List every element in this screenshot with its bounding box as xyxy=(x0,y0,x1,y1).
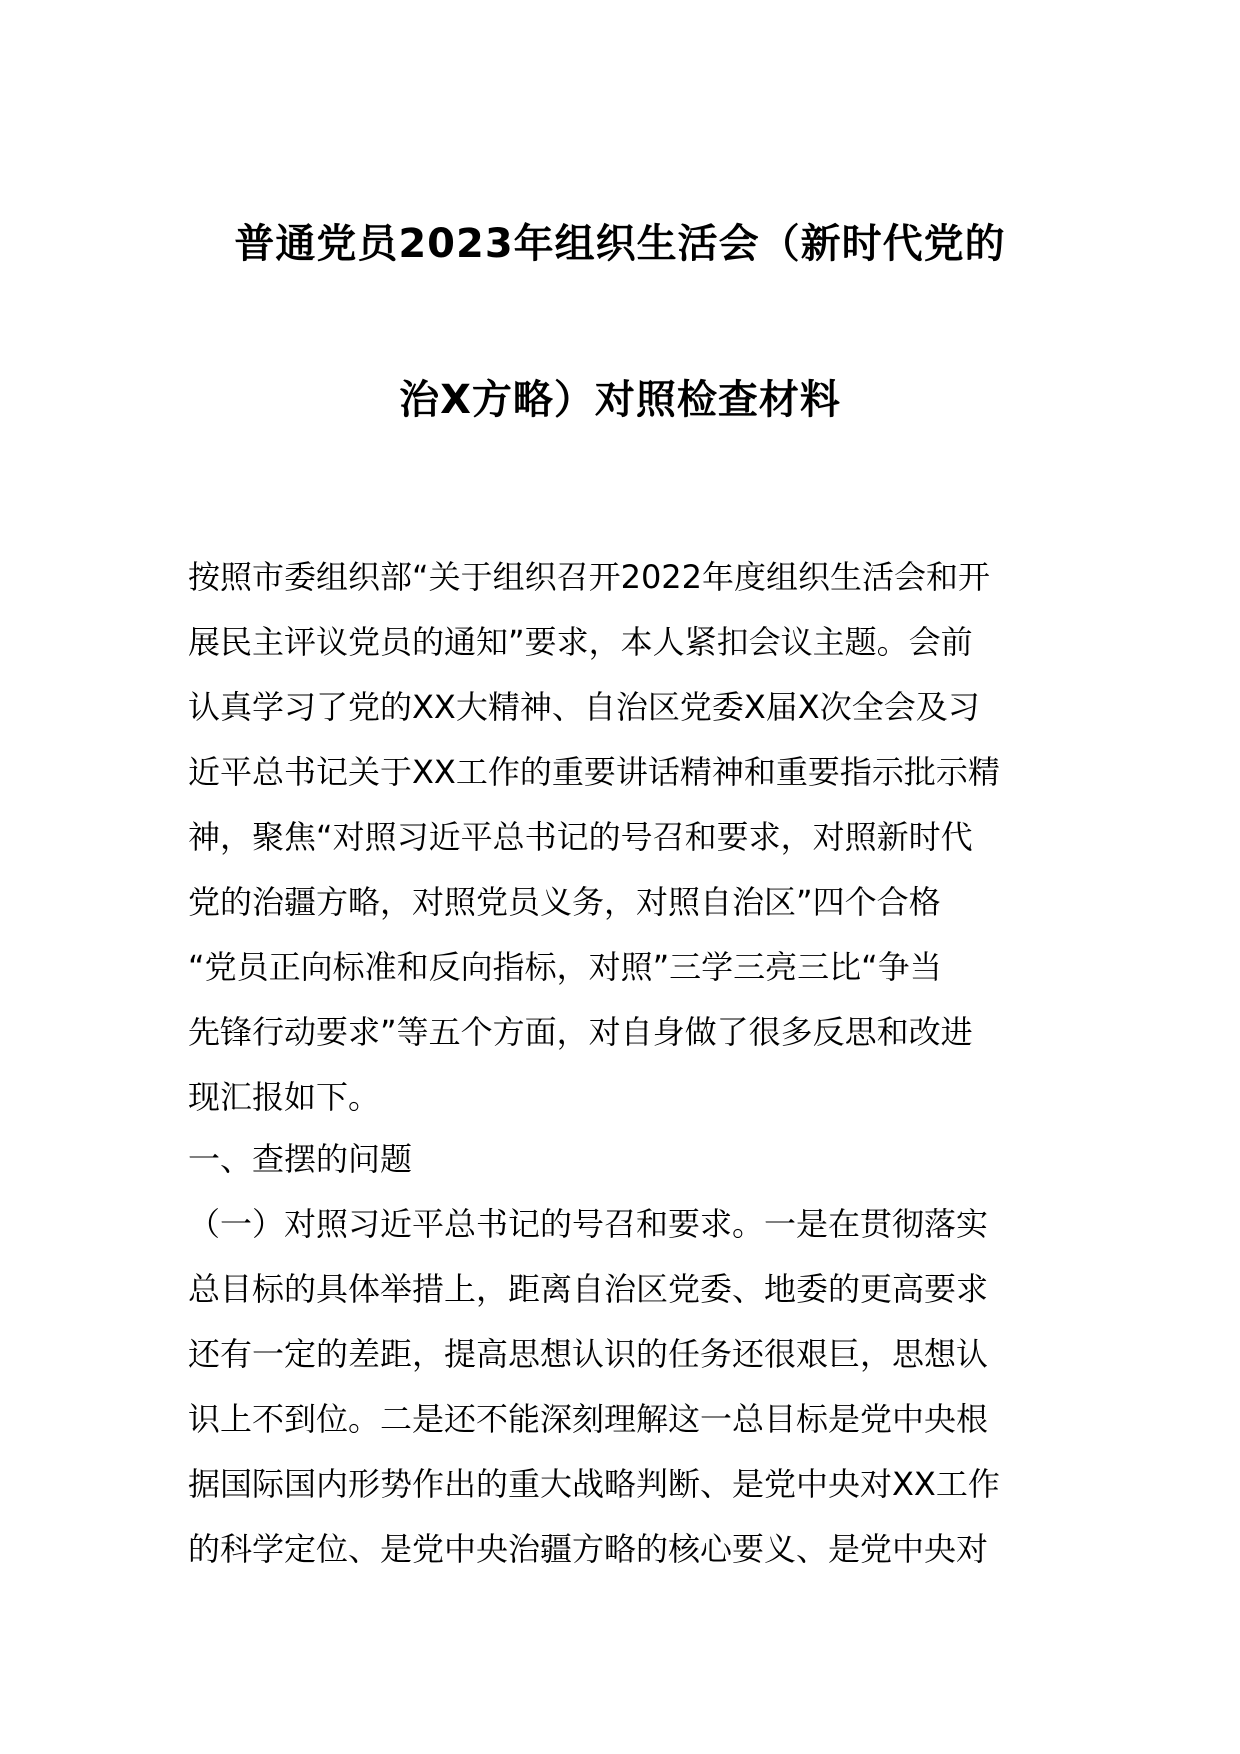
body-line-5: 神，聚焦“对照习近平总书记的号召和要求，对照新时代 xyxy=(188,818,973,856)
body-line-3: 认真学习了党的XX大精神、自治区党委X届X次全会及习 xyxy=(188,688,980,726)
body-line-9: 现汇报如下。 xyxy=(188,1078,381,1116)
body-line-14: 识上不到位。二是还不能深刻理解这一总目标是党中央根 xyxy=(188,1400,989,1438)
body-line-8: 先锋行动要求”等五个方面，对自身做了很多反思和改进 xyxy=(188,1013,973,1051)
body-line-1: 按照市委组织部“关于组织召开2022年度组织生活会和开 xyxy=(188,558,991,596)
body-line-16: 的科学定位、是党中央治疆方略的核心要义、是党中央对 xyxy=(188,1530,989,1568)
body-line-4: 近平总书记关于XX工作的重要讲话精神和重要指示批示精 xyxy=(188,753,1000,791)
body-line-15: 据国际国内形势作出的重大战略判断、是党中央对XX工作 xyxy=(188,1465,1000,1503)
body-line-7: “党员正向标准和反向指标，对照”三学三亮三比“争当 xyxy=(188,948,942,986)
body-line-2: 展民主评议党员的通知”要求，本人紧扣会议主题。会前 xyxy=(188,623,973,661)
body-line-13: 还有一定的差距，提高思想认识的任务还很艰巨，思想认 xyxy=(188,1335,989,1373)
body-line-12: 总目标的具体举措上，距离自治区党委、地委的更高要求 xyxy=(188,1270,989,1308)
document-title-line-2: 治X方略）对照检查材料 xyxy=(399,377,841,423)
section-heading: 一、查摆的问题 xyxy=(188,1140,413,1178)
body-line-6: 党的治疆方略，对照党员义务，对照自治区”四个合格 xyxy=(188,883,941,921)
document-title-line-1: 普通党员2023年组织生活会（新时代党的 xyxy=(234,221,1006,267)
body-line-11: （一）对照习近平总书记的号召和要求。一是在贯彻落实 xyxy=(188,1205,989,1243)
